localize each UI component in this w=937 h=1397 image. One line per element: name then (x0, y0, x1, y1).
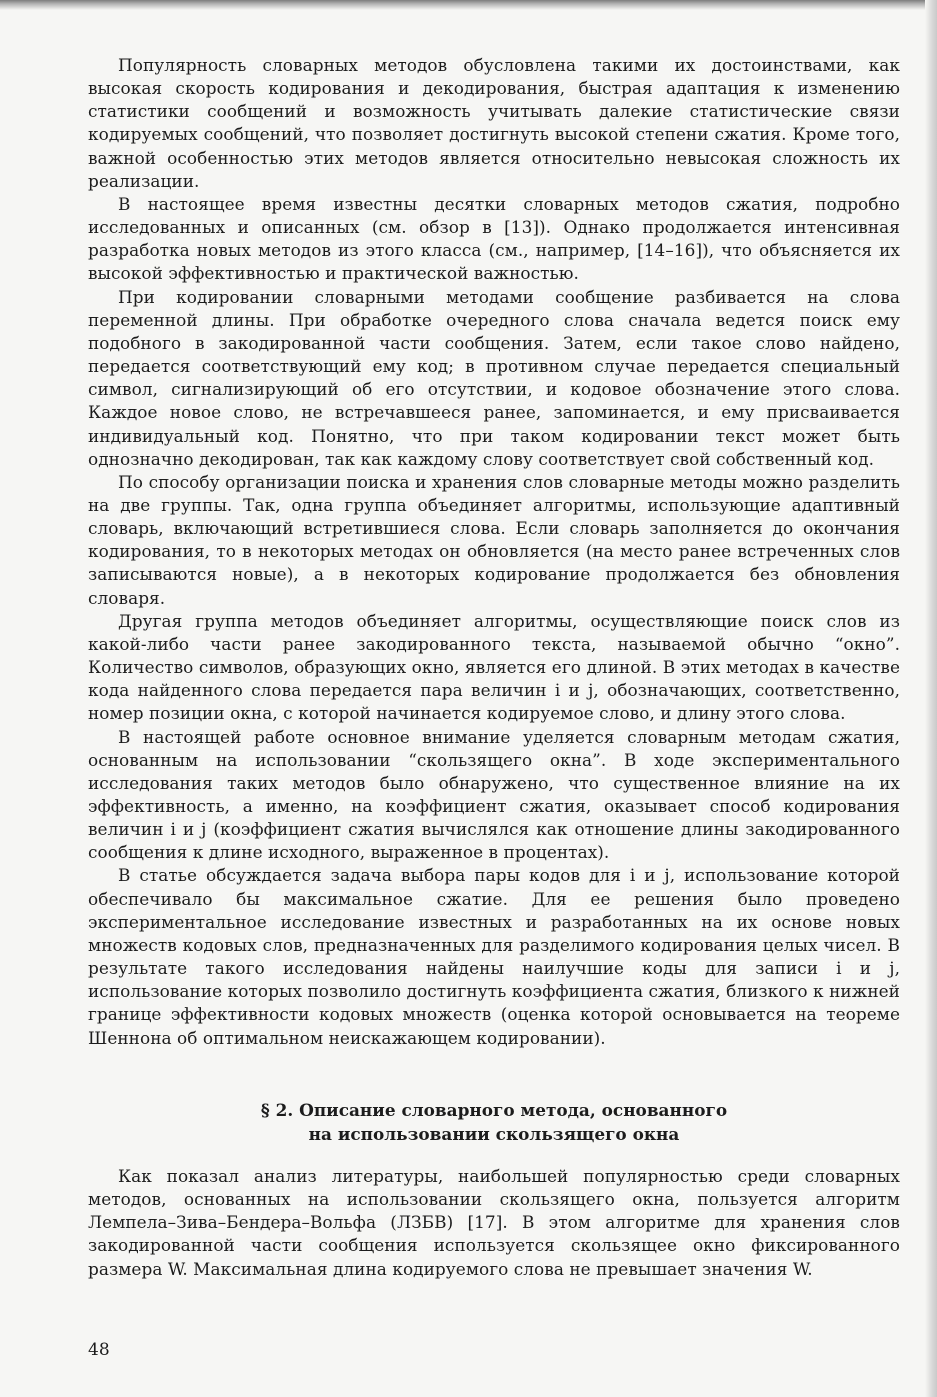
paragraph: При кодировании словарными методами сообщение разбивается на слова переменной длины. При обработке очередного слова сначала ведется поиск ему подобного в закодированной части сообщения. Затем, если такое слово найдено, передается соответствующий ему код; в противном случае передается специальный символ, сигнализирующий об его отсутствии, и кодовое обозначение этого слова. Каждое новое слово, не встречавшееся ранее, запоминается, и ему присваивается индивидуальный код. Понятно, что при таком кодировании текст может быть однозначно декодирован, так как каждому слову соответствует свой собственный код. (88, 286, 900, 469)
paragraph: В настоящее время известны десятки словарных методов сжатия, подробно исследованных и описанных (см. обзор в [13]). Однако продолжается интенсивная разработка новых методов из этого класса (см., например, [14–16]), что объясняется их высокой эффективностью и практической важностью. (88, 193, 900, 284)
paragraph: По способу организации поиска и хранения слов словарные методы можно разделить на две группы. Так, одна группа объединяет алгоритмы, использующие адаптивный словарь, включающий встретившиеся слова. Если словарь заполняется до окончания кодирования, то в некоторых методах он обновляется (на место ранее встреченных слов записываются новые), а в некоторых кодирование продолжается без обновления словаря. (88, 471, 900, 608)
body-text (88, 54, 900, 1050)
paragraph: Другая группа методов объединяет алгоритмы, осуществляющие поиск слов из какой-либо части ранее закодированного текста, называемой обычно “окно”. Количество символов, образующих окно, является его длиной. В этих методах в качестве кода найденного слова передается пара величин i и j, обозначающих, соответственно, номер позиции окна, с которой начинается кодируемое слово, и длину этого слова. (88, 610, 900, 724)
paragraph: Популярность словарных методов обусловлена такими их достоинствами, как высокая скорость кодирования и декодирования, быстрая адаптация к изменению статистики сообщений и возможность учитывать далекие статистические связи кодируемых сообщений, что позволяет достигнуть высокой степени сжатия. Кроме того, важной особенностью этих методов является относительно невысокая сложность их реализации. (88, 55, 900, 191)
section-body-text (88, 1165, 900, 1281)
section-heading-line-1: § 2. Описание словарного метода, основанного (260, 1100, 728, 1120)
section-heading-line-2: на использовании скользящего окна (308, 1123, 680, 1144)
scan-right-edge (925, 0, 937, 1397)
page-number: 48 (88, 1340, 110, 1360)
paragraph: В настоящей работе основное внимание уделяется словарным методам сжатия, основанным на использовании “скользящего окна”. В ходе экспериментального исследования таких методов было обнаружено, что существенное влияние на их эффективность, а именно, на коэффициент сжатия, оказывает способ кодирования величин i и j (коэффициент сжатия вычислялся как отношение длины закодированного сообщения к длине исходного, выраженное в процентах). (88, 726, 900, 863)
paragraph: Как показал анализ литературы, наибольшей популярностью среди словарных методов, основанных на использовании скользящего окна, пользуется алгоритм Лемпела–Зива–Бендера–Вольфа (ЛЗБВ) [17]. В этом алгоритме для хранения слов закодированной части сообщения используется скользящее окно фиксированного размера W. Максимальная длина кодируемого слова не превышает значения W. (88, 1166, 900, 1279)
section-heading (88, 1099, 900, 1146)
scan-top-edge (0, 0, 937, 10)
paragraph: В статье обсуждается задача выбора пары кодов для i и j, использование которой обеспечивало бы максимальное сжатие. Для ее решения было проведено экспериментальное исследование известных и разработанных на их основе новых множеств кодовых слов, предназначенных для разделимого кодирования целых чисел. В результате такого исследования найдены наилучшие коды для записи i и j, использование которых позволило достигнуть коэффициента сжатия, близкого к нижней границе эффективности кодовых множеств (оценка которой основывается на теореме Шеннона об оптимальном неискажающем кодировании). (88, 865, 900, 1048)
